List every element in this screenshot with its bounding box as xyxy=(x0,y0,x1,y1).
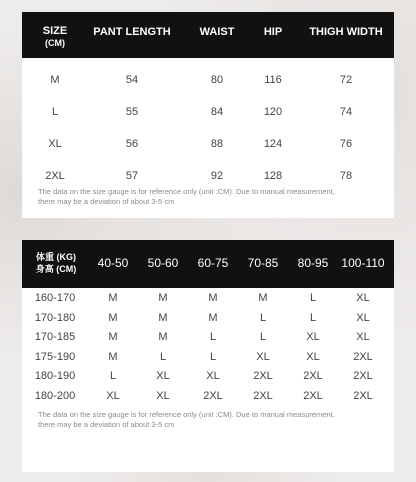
size-chart-header xyxy=(22,12,394,58)
size-cell: M xyxy=(158,331,168,343)
size-cell: L xyxy=(259,311,267,324)
size-cell: L xyxy=(109,370,117,382)
size-cell: M xyxy=(108,350,118,363)
table-cell: 128 xyxy=(263,170,283,182)
height-range-cell: 180-200 xyxy=(34,389,76,402)
header-weight-label: 体重 (KG) xyxy=(36,252,76,262)
size-cell: M xyxy=(158,292,168,304)
header-hip: HIP xyxy=(263,26,283,38)
size-cell: XL xyxy=(106,389,120,402)
size-cell: L xyxy=(159,350,167,363)
size-cell: XL xyxy=(306,350,320,363)
size-recommendation-table xyxy=(22,240,394,472)
header-thigh-width: THIGH WIDTH xyxy=(309,26,383,38)
header-size-unit: (CM) xyxy=(45,38,65,48)
table-cell: 72 xyxy=(339,74,353,86)
size-cell: XL xyxy=(256,350,270,363)
size-cell: XL xyxy=(306,331,320,343)
size-cell: XL xyxy=(356,311,370,324)
header-weight-range: 70-85 xyxy=(247,256,279,270)
size-cell: L xyxy=(259,331,267,343)
header-corner xyxy=(28,251,84,275)
header-weight-range: 80-95 xyxy=(297,256,329,270)
note-line: there may be a deviation of about 3-5 cm xyxy=(38,420,175,429)
table-cell: 54 xyxy=(125,74,139,86)
size-cell: M xyxy=(158,311,168,324)
header-weight-range: 50-60 xyxy=(147,256,179,270)
table-cell: M xyxy=(50,74,60,86)
size-cell: L xyxy=(209,350,217,363)
table-cell: 78 xyxy=(339,170,353,182)
table-cell: 124 xyxy=(263,138,283,150)
size-cell: XL xyxy=(156,370,170,382)
measurement-note xyxy=(38,410,388,430)
table-cell: 74 xyxy=(339,106,353,118)
measurement-note xyxy=(38,187,388,207)
table-cell: 76 xyxy=(339,138,353,150)
size-cell: M xyxy=(108,292,118,304)
header-weight-range: 40-50 xyxy=(97,256,129,270)
height-range-cell: 170-180 xyxy=(34,311,76,324)
header-size xyxy=(30,25,80,49)
note-line: there may be a deviation of about 3-5 cm xyxy=(38,197,175,206)
table-cell: 120 xyxy=(263,106,283,118)
size-cell: XL xyxy=(356,292,370,304)
size-cell: M xyxy=(258,292,268,304)
table-cell: 2XL xyxy=(45,170,65,182)
size-cell: M xyxy=(208,311,218,324)
size-cell: 2XL xyxy=(203,389,223,402)
size-cell: XL xyxy=(156,389,170,402)
header-height-label: 身高 (CM) xyxy=(35,264,77,274)
note-line: The data on the size gauge is for reference only (unit :CM). Due to manual measurement, xyxy=(38,187,335,196)
table-cell: 116 xyxy=(264,74,282,86)
table-cell: 88 xyxy=(210,138,224,150)
size-cell: L xyxy=(209,331,217,343)
note-line: The data on the size gauge is for reference only (unit :CM). Due to manual measurement, xyxy=(38,410,335,419)
header-weight-range: 100-110 xyxy=(341,256,385,270)
table-cell: 57 xyxy=(125,170,139,182)
table-cell: 80 xyxy=(210,74,224,86)
size-cell: 2XL xyxy=(253,370,273,382)
size-chart-table xyxy=(22,12,394,218)
table-cell: XL xyxy=(48,138,62,150)
header-waist: WAIST xyxy=(199,26,235,38)
table-cell: 92 xyxy=(210,170,224,182)
table-cell: L xyxy=(51,106,59,118)
header-size-label: SIZE xyxy=(42,25,68,37)
table-cell: 55 xyxy=(125,106,139,118)
table-cell: 56 xyxy=(125,138,139,150)
size-cell: XL xyxy=(206,370,220,382)
size-cell: M xyxy=(108,311,118,324)
size-cell: M xyxy=(208,292,218,304)
size-cell: 2XL xyxy=(303,370,323,382)
header-pant-length: PANT LENGTH xyxy=(93,26,171,38)
size-cell: M xyxy=(108,331,118,343)
table-cell: 84 xyxy=(210,106,224,118)
size-cell: L xyxy=(309,311,317,324)
size-recommendation-header xyxy=(22,240,394,288)
size-cell: 2XL xyxy=(353,389,373,402)
height-range-cell: 175-190 xyxy=(34,350,76,363)
size-cell: 2XL xyxy=(253,389,273,402)
height-range-cell: 170-185 xyxy=(34,331,76,343)
size-cell: 2XL xyxy=(353,350,373,363)
size-cell: 2XL xyxy=(303,389,323,402)
size-cell: XL xyxy=(356,331,370,343)
header-weight-range: 60-75 xyxy=(197,256,229,270)
height-range-cell: 160-170 xyxy=(34,292,76,304)
height-range-cell: 180-190 xyxy=(34,370,76,382)
size-cell: L xyxy=(309,292,317,304)
size-cell: 2XL xyxy=(353,370,373,382)
